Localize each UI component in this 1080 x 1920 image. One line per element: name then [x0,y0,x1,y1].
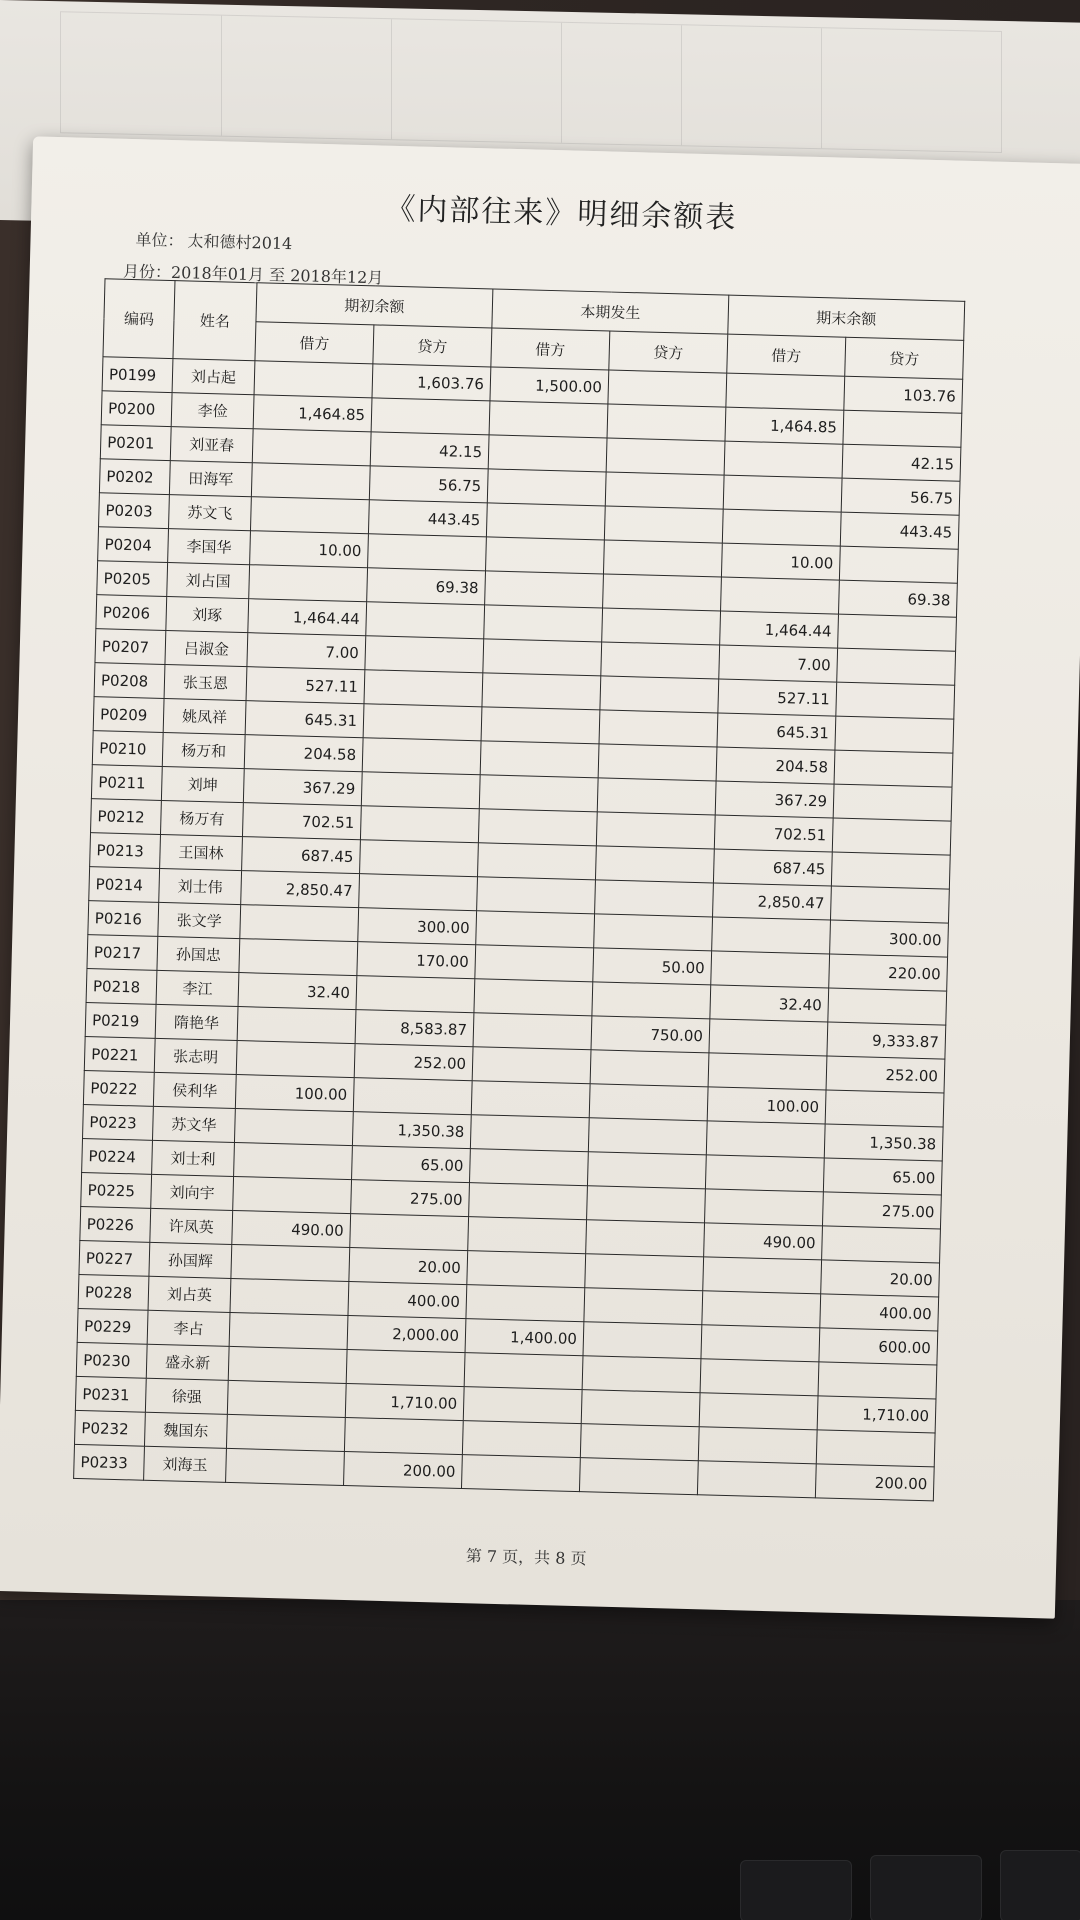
cell-closing-credit: 220.00 [829,954,948,991]
cell-opening-debit [234,1142,353,1179]
cell-current-debit: 1,400.00 [465,1319,584,1356]
cell-opening-credit [356,976,475,1013]
cell-name: 孙国忠 [157,936,240,972]
cell-code: P0208 [94,663,165,699]
cell-current-debit [482,673,601,710]
cell-closing-debit [726,373,845,410]
cell-current-credit [585,1254,704,1291]
cell-name: 李俭 [171,393,254,429]
cell-opening-debit [249,565,368,602]
cell-name: 盛永新 [146,1344,229,1380]
cell-opening-credit [360,806,479,843]
cell-current-credit [607,404,726,441]
table-body [74,357,963,1501]
cell-current-credit: 50.00 [593,948,712,985]
cell-current-credit [587,1152,706,1189]
cell-current-credit [603,540,722,577]
cell-opening-debit [228,1346,347,1383]
cell-closing-credit: 252.00 [826,1056,945,1093]
cell-current-debit [470,1149,589,1186]
cell-closing-credit [831,886,950,923]
cell-closing-credit [818,1362,937,1399]
cell-name: 苏文华 [152,1106,235,1142]
cell-code: P0209 [93,697,164,733]
cell-opening-credit [346,1350,465,1387]
cell-current-debit [473,1013,592,1050]
cell-closing-credit [816,1430,935,1467]
cell-opening-debit: 687.45 [242,837,361,874]
cell-name: 杨万有 [160,800,243,836]
cell-opening-debit [239,939,358,976]
cell-opening-credit: 8,583.87 [355,1010,474,1047]
cell-name: 吕淑金 [165,631,248,667]
cell-current-debit [474,979,593,1016]
cell-closing-credit [836,682,955,719]
cell-name: 姚凤祥 [163,698,246,734]
cell-code: P0202 [99,459,170,495]
cell-code: P0227 [79,1240,150,1276]
cell-closing-debit [702,1291,821,1328]
cell-name: 苏文飞 [169,495,252,531]
cell-code: P0231 [75,1376,146,1412]
cell-current-credit [601,642,720,679]
cell-opening-credit: 275.00 [351,1180,470,1217]
cell-current-debit [484,605,603,642]
cell-opening-credit [368,534,487,571]
cell-current-debit [486,503,605,540]
cell-name: 李江 [156,970,239,1006]
cell-code: P0201 [100,425,171,461]
cell-closing-credit [831,852,950,889]
cell-closing-debit [722,509,841,546]
cell-opening-debit [229,1312,348,1349]
cell-code: P0205 [97,561,168,597]
cell-closing-debit [697,1461,816,1498]
cell-code: P0225 [81,1172,152,1208]
cell-closing-credit: 65.00 [823,1158,942,1195]
cell-code: P0200 [101,391,172,427]
cell-closing-debit [698,1427,817,1464]
cell-opening-debit [250,497,369,534]
cell-current-debit [487,469,606,506]
cell-name: 刘士伟 [159,868,242,904]
cell-current-credit [599,710,718,747]
cell-opening-credit [364,670,483,707]
keyboard-key [740,1860,852,1920]
cell-current-debit [464,1353,583,1390]
cell-closing-debit: 527.11 [718,679,837,716]
cell-closing-credit: 20.00 [821,1260,940,1297]
cell-current-debit [461,1455,580,1492]
cell-current-debit [478,809,597,846]
cell-name: 刘亚春 [170,427,253,463]
cell-current-credit [588,1118,707,1155]
cell-closing-debit: 367.29 [715,781,834,818]
cell-code: P0217 [87,935,158,971]
cell-current-credit [583,1322,702,1359]
cell-opening-debit [236,1041,355,1078]
cell-current-credit [590,1050,709,1087]
cell-current-debit [489,401,608,438]
cell-closing-credit [835,716,954,753]
cell-opening-debit: 100.00 [235,1075,354,1112]
cell-closing-debit: 490.00 [704,1223,823,1260]
cell-code: P0210 [92,731,163,767]
cell-current-credit [597,778,716,815]
page-footer: 第 7 页，共 8 页 [465,1546,587,1569]
cell-closing-debit [703,1257,822,1294]
cell-opening-debit: 1,464.85 [253,395,372,432]
cell-opening-credit [344,1417,463,1454]
cell-closing-credit [837,648,956,685]
cell-opening-debit [231,1244,350,1281]
cell-opening-credit [365,636,484,673]
cell-code: P0203 [99,493,170,529]
cell-current-debit [462,1421,581,1458]
cell-opening-debit [233,1176,352,1213]
cell-opening-debit: 1,464.44 [248,599,367,636]
cell-current-debit [471,1081,590,1118]
cell-opening-debit: 2,850.47 [241,871,360,908]
cell-current-credit: 750.00 [591,1016,710,1053]
cell-opening-credit [361,772,480,809]
cell-closing-debit [712,917,831,954]
cell-opening-credit [353,1078,472,1115]
cell-current-credit [589,1084,708,1121]
cell-name: 许凤英 [150,1208,233,1244]
cell-current-credit [582,1356,701,1393]
cell-current-credit [595,880,714,917]
cell-code: P0232 [74,1410,145,1446]
document-title: 《内部往来》明细余额表 [384,191,738,236]
cell-code: P0212 [91,799,162,835]
cell-current-credit [581,1390,700,1427]
cell-opening-credit: 200.00 [344,1451,463,1488]
cell-opening-debit [251,463,370,500]
cell-current-debit [466,1285,585,1322]
cell-current-debit [463,1387,582,1424]
cell-name: 张志明 [154,1038,237,1074]
cell-code: P0230 [76,1342,147,1378]
cell-closing-credit [822,1226,941,1263]
cell-opening-debit [230,1278,349,1315]
cell-name: 杨万和 [162,732,245,768]
cell-opening-credit: 1,710.00 [345,1383,464,1420]
cell-opening-credit: 1,603.76 [372,364,491,401]
keyboard-key [1000,1850,1080,1920]
cell-code: P0222 [83,1071,154,1107]
cell-current-debit [475,945,594,982]
cell-name: 张玉恩 [164,665,247,701]
cell-closing-debit [708,1053,827,1090]
cell-opening-credit: 400.00 [348,1282,467,1319]
cell-name: 李国华 [168,529,251,565]
cell-current-debit [468,1217,587,1254]
cell-current-credit [608,370,727,407]
cell-code: P0199 [102,357,173,393]
cell-closing-debit: 702.51 [714,815,833,852]
cell-code: P0233 [74,1444,145,1480]
cell-closing-credit: 300.00 [830,920,949,957]
cell-opening-debit: 10.00 [250,531,369,568]
header-current-debit: 借方 [491,328,610,370]
cell-current-credit [604,506,723,543]
cell-opening-debit [234,1108,353,1145]
cell-current-debit [476,911,595,948]
cell-closing-debit: 687.45 [713,849,832,886]
cell-code: P0223 [83,1105,154,1141]
cell-name: 刘海玉 [144,1446,227,1482]
cell-current-credit [596,812,715,849]
cell-closing-credit: 200.00 [815,1464,934,1501]
cell-closing-debit [705,1189,824,1226]
cell-opening-credit: 443.45 [368,500,487,537]
cell-current-debit [488,435,607,472]
cell-code: P0218 [86,969,157,1005]
cell-closing-credit: 42.15 [842,444,961,481]
cell-closing-credit: 1,350.38 [824,1124,943,1161]
previous-page-table-ghost [60,11,1002,153]
cell-closing-debit: 2,850.47 [713,883,832,920]
header-opening-credit: 贷方 [373,325,492,367]
period-value: 2018年01月 至 2018年12月 [170,262,384,288]
cell-opening-credit: 20.00 [349,1248,468,1285]
cell-opening-debit: 490.00 [232,1210,351,1247]
cell-opening-debit [227,1380,346,1417]
cell-closing-credit [838,614,957,651]
cell-code: P0216 [88,901,159,937]
cell-current-debit [480,741,599,778]
cell-name: 田海军 [169,461,252,497]
cell-name: 王国林 [160,834,243,870]
cell-code: P0213 [90,833,161,869]
cell-current-credit [600,676,719,713]
unit-line [135,227,292,254]
cell-current-credit [580,1424,699,1461]
cell-current-debit [467,1251,586,1288]
cell-opening-credit: 56.75 [369,466,488,503]
cell-current-credit [605,472,724,509]
cell-opening-debit: 204.58 [244,735,363,772]
cell-name: 侯利华 [153,1072,236,1108]
cell-opening-credit: 69.38 [367,568,486,605]
cell-closing-credit: 69.38 [839,580,958,617]
cell-code: P0228 [78,1274,149,1310]
cell-code: P0226 [80,1206,151,1242]
cell-closing-debit [711,951,830,988]
keyboard-key [870,1855,982,1920]
cell-name: 刘占英 [148,1276,231,1312]
cell-name: 张文学 [158,902,241,938]
balance-table [73,278,965,1501]
header-name: 姓名 [173,281,257,361]
cell-opening-debit [240,905,359,942]
header-closing-debit: 借方 [727,334,846,376]
cell-current-debit: 1,500.00 [490,367,609,404]
cell-name: 刘向宇 [151,1174,234,1210]
cell-current-debit [477,877,596,914]
cell-opening-credit: 252.00 [354,1044,473,1081]
cell-closing-debit [724,441,843,478]
cell-name: 刘坤 [161,766,244,802]
cell-name: 魏国东 [144,1412,227,1448]
cell-closing-debit: 32.40 [710,985,829,1022]
cell-opening-credit [359,874,478,911]
cell-name: 刘占起 [172,359,255,395]
cell-opening-credit [350,1214,469,1251]
cell-opening-credit [363,704,482,741]
cell-closing-credit: 443.45 [840,512,959,549]
unit-label: 单位： [135,230,184,251]
cell-current-credit [584,1288,703,1325]
cell-name: 刘占国 [167,563,250,599]
cell-current-credit [603,574,722,611]
cell-current-credit [587,1186,706,1223]
cell-name: 刘琢 [166,597,249,633]
cell-current-credit [592,982,711,1019]
cell-closing-debit: 100.00 [707,1087,826,1124]
cell-code: P0206 [96,595,167,631]
cell-opening-debit: 7.00 [247,633,366,670]
cell-opening-credit: 42.15 [370,432,489,469]
cell-code: P0224 [82,1139,153,1175]
cell-code: P0204 [98,527,169,563]
header-current-credit: 贷方 [609,331,728,373]
cell-current-debit [479,775,598,812]
cell-opening-credit [362,738,481,775]
cell-opening-credit: 300.00 [358,908,477,945]
cell-closing-credit [839,546,958,583]
cell-current-debit [485,571,604,608]
cell-closing-debit: 204.58 [716,747,835,784]
cell-name: 李占 [147,1310,230,1346]
cell-current-debit [483,639,602,676]
cell-closing-debit: 1,464.44 [720,611,839,648]
cell-opening-credit: 1,350.38 [352,1112,471,1149]
header-opening: 期初余额 [256,283,493,328]
cell-closing-debit: 7.00 [719,645,838,682]
cell-closing-credit [828,988,947,1025]
cell-closing-credit: 103.76 [844,376,963,413]
header-current: 本期发生 [492,289,729,334]
cell-closing-credit: 9,333.87 [827,1022,946,1059]
cell-closing-debit [706,1121,825,1158]
period-label: 月份： [122,261,172,282]
cell-opening-credit: 170.00 [357,942,476,979]
cell-closing-credit [832,818,951,855]
desk-surface [0,1600,1080,1920]
ledger-sheet [0,136,1080,1618]
cell-name: 徐强 [145,1378,228,1414]
cell-name: 隋艳华 [155,1004,238,1040]
cell-current-credit [598,744,717,781]
cell-code: P0207 [95,629,166,665]
cell-code: P0214 [89,867,160,903]
cell-closing-debit: 10.00 [721,543,840,580]
header-code: 编码 [103,279,175,359]
cell-closing-credit: 400.00 [820,1294,939,1331]
cell-code: P0229 [77,1308,148,1344]
cell-closing-credit [843,410,962,447]
cell-opening-debit: 702.51 [242,803,361,840]
cell-closing-debit [705,1155,824,1192]
cell-current-credit [586,1220,705,1257]
cell-opening-credit [371,398,490,435]
cell-current-debit [486,537,605,574]
cell-current-debit [472,1047,591,1084]
cell-closing-debit [700,1359,819,1396]
cell-opening-debit: 367.29 [243,769,362,806]
cell-current-debit [481,707,600,744]
cell-code: P0211 [91,765,162,801]
cell-opening-credit: 2,000.00 [347,1316,466,1353]
cell-current-credit [595,846,714,883]
header-closing: 期末余额 [728,295,965,340]
cell-closing-debit [701,1325,820,1362]
cell-closing-debit [721,577,840,614]
cell-closing-debit [723,475,842,512]
cell-closing-credit: 1,710.00 [817,1396,936,1433]
cell-opening-credit: 65.00 [352,1146,471,1183]
cell-opening-debit: 32.40 [238,973,357,1010]
cell-current-credit [606,438,725,475]
cell-code: P0221 [84,1037,155,1073]
cell-current-debit [469,1183,588,1220]
cell-closing-debit [699,1393,818,1430]
cell-opening-debit [252,429,371,466]
cell-name: 刘士利 [152,1140,235,1176]
cell-current-credit [594,914,713,951]
cell-closing-debit: 645.31 [717,713,836,750]
header-closing-credit: 贷方 [845,337,964,379]
cell-closing-credit: 275.00 [823,1192,942,1229]
unit-value: 太和德村2014 [187,231,293,254]
header-opening-debit: 借方 [255,322,374,364]
cell-closing-debit: 1,464.85 [725,407,844,444]
cell-current-debit [470,1115,589,1152]
cell-closing-debit [709,1019,828,1056]
cell-opening-credit [366,602,485,639]
cell-opening-debit: 527.11 [246,667,365,704]
cell-name: 孙国辉 [149,1242,232,1278]
cell-opening-debit [254,361,373,398]
cell-opening-debit [237,1007,356,1044]
cell-opening-debit [226,1414,345,1451]
cell-current-credit [602,608,721,645]
cell-closing-credit: 600.00 [819,1328,938,1365]
cell-closing-credit [825,1090,944,1127]
cell-opening-credit [360,840,479,877]
cell-opening-debit: 645.31 [245,701,364,738]
cell-closing-credit [833,784,952,821]
cell-code: P0219 [85,1003,156,1039]
cell-closing-credit: 56.75 [841,478,960,515]
cell-closing-credit [834,750,953,787]
cell-current-debit [478,843,597,880]
cell-current-credit [579,1458,698,1495]
cell-opening-debit [226,1448,345,1485]
